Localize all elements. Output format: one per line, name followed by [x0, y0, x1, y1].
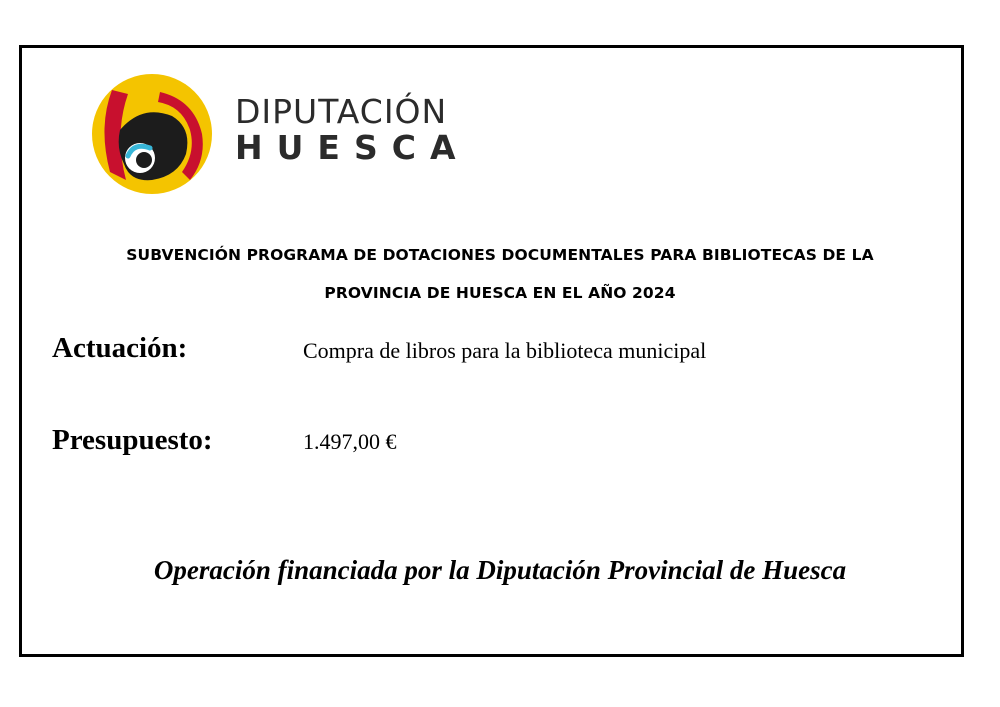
presupuesto-label: Presupuesto: — [52, 424, 213, 456]
actuacion-value: Compra de libros para la biblioteca municipal — [303, 338, 707, 363]
logo-line-huesca: HUESCA — [235, 128, 470, 167]
financing-note: Operación financiada por la Diputación Provincial de Huesca — [153, 555, 847, 585]
grant-heading — [40, 236, 960, 312]
logo-line-diputacion: DIPUTACIÓN — [235, 92, 448, 131]
presupuesto-value: 1.497,00 € — [303, 429, 397, 454]
diputacion-emblem-icon — [90, 72, 215, 197]
diputacion-huesca-logo — [90, 72, 490, 197]
logo-wordmark — [235, 92, 470, 167]
grant-heading-line-2: PROVINCIA DE HUESCA EN EL AÑO 2024 — [324, 284, 676, 302]
actuacion-label: Actuación: — [52, 332, 188, 364]
grant-heading-line-1: SUBVENCIÓN PROGRAMA DE DOTACIONES DOCUMENTALES PARA BIBLIOTECAS DE LA — [126, 246, 874, 264]
